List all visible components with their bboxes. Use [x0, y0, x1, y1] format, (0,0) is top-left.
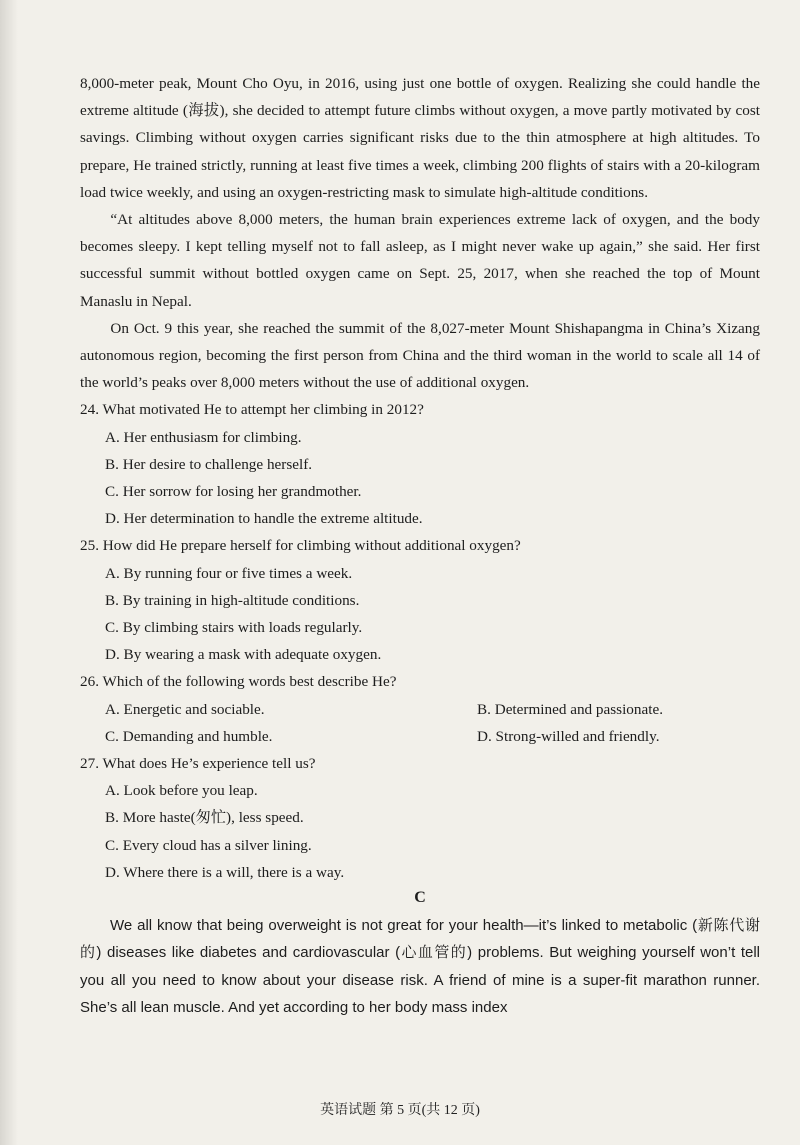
page-edge-shadow: [0, 0, 18, 1145]
passage-c: [80, 912, 760, 1021]
option-c: C. Demanding and humble.: [105, 727, 273, 745]
page-content: [80, 70, 760, 1021]
option-c: C. Her sorrow for losing her grandmother.: [105, 483, 362, 501]
option-d: D. By wearing a mask with adequate oxygen.: [105, 646, 382, 664]
question-stem: 25. How did He prepare herself for climbing without additional oxygen?: [80, 537, 521, 555]
option-a: A. Her enthusiasm for climbing.: [105, 428, 302, 446]
option-c: C. By climbing stairs with loads regularly.: [105, 619, 363, 637]
option-d: D. Where there is a will, there is a way.: [105, 863, 345, 881]
question-stem: 26. Which of the following words best describe He?: [80, 673, 397, 691]
option-b: B. Her desire to challenge herself.: [105, 455, 313, 473]
page-footer: 英语试题 第 5 页(共 12 页): [320, 1103, 480, 1118]
question-24: [80, 396, 760, 532]
option-a: A. Energetic and sociable.: [105, 700, 265, 718]
question-27: [80, 750, 760, 886]
passage-b-paragraph-1: 8,000-meter peak, Mount Cho Oyu, in 2016, using just one bottle of oxygen. Realizing she could handle the extreme altitude (海拔), she decided to attempt future climbs without oxygen, a move partly motivated by cost savings. Climbing without oxygen carries significant risks due to the thin atmosphere at high altitudes. To prepare, He trained strictly, running at least five times a week, climbing 200 flights of stairs with a 20-kilogram load twice weekly, and using an oxygen-restricting mask to simulate high-altitude conditions.: [80, 75, 760, 201]
option-b: B. Determined and passionate.: [477, 700, 663, 718]
option-a: A. Look before you leap.: [105, 782, 258, 800]
option-b: B. By training in high-altitude conditions.: [105, 591, 360, 609]
option-b: B. More haste(匆忙), less speed.: [105, 809, 304, 827]
question-25: [80, 532, 760, 668]
passage-b-paragraph-2: “At altitudes above 8,000 meters, the human brain experiences extreme lack of oxygen, and the body becomes sleepy. I kept telling myself not to fall asleep, as I might never wake up again,” she said. Her first successful summit without bottled oxygen came on Sept. 25, 2017, when she reached the top of Mount Manaslu in Nepal.: [80, 211, 760, 310]
section-c-label: C: [414, 889, 426, 907]
passage-b-paragraph-3: On Oct. 9 this year, she reached the summit of the 8,027-meter Mount Shishapangma in China’s Xizang autonomous region, becoming the first person from China and the third woman in the world to scale all 14 of the world’s peaks over 8,000 meters without the use of additional oxygen.: [80, 319, 760, 392]
question-26: [80, 668, 760, 750]
option-c: C. Every cloud has a silver lining.: [105, 836, 312, 854]
option-a: A. By running four or five times a week.: [105, 564, 353, 582]
option-d: D. Strong-willed and friendly.: [477, 727, 660, 745]
question-stem: 24. What motivated He to attempt her climbing in 2012?: [80, 401, 424, 419]
passage-c-paragraph-1: We all know that being overweight is not great for your health—it’s linked to metabolic (新陈代谢的) diseases like diabetes and cardiovascular (心血管的) problems. But weighing yourself won’t tell you all you need to know about your disease risk. A friend of mine is a super-fit marathon runner. She’s all lean muscle. And yet according to her body mass index: [80, 917, 760, 1016]
question-stem: 27. What does He’s experience tell us?: [80, 755, 316, 773]
option-d: D. Her determination to handle the extreme altitude.: [105, 510, 423, 528]
